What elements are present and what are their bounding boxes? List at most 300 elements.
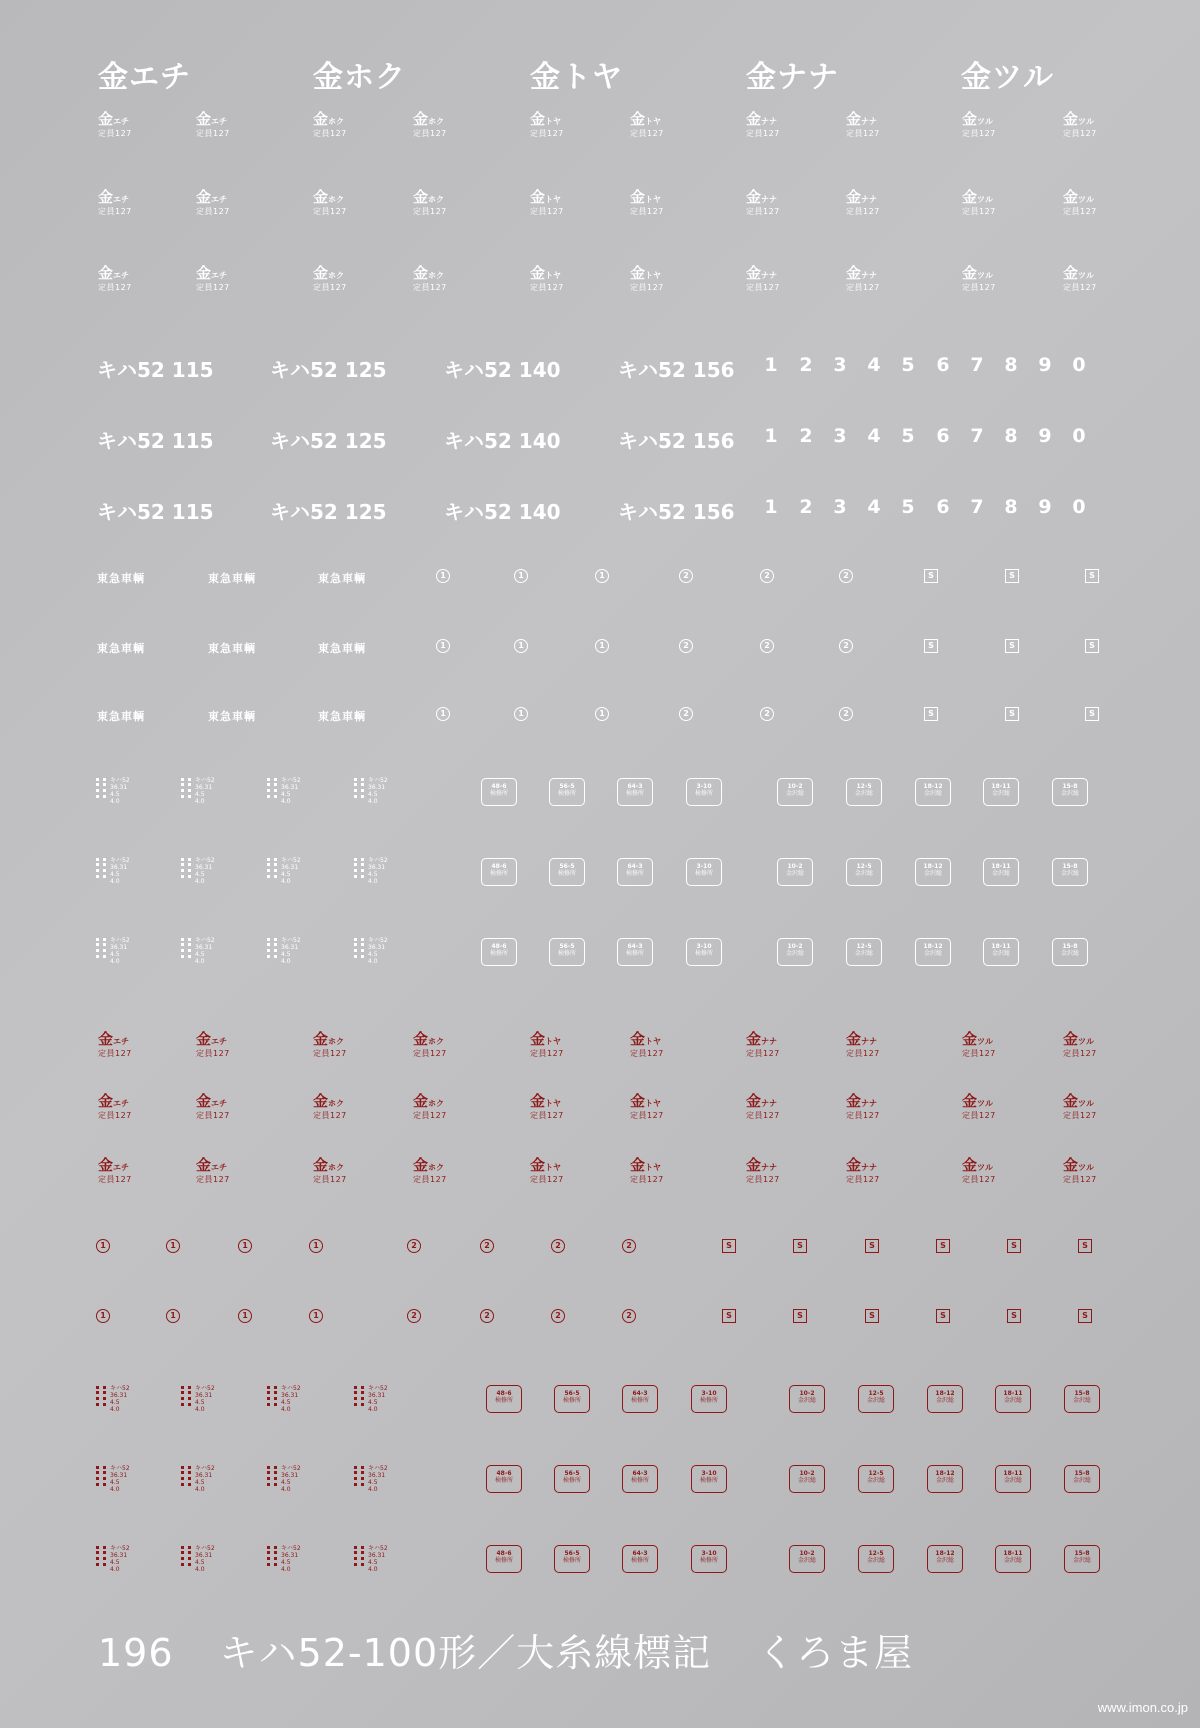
stamp-depot-suffix: ナナ [761,195,778,204]
circle-mark [622,1239,636,1253]
spec-line: キハ52 [281,937,301,944]
stamp-depot-name [962,266,996,281]
stamp-depot-name [98,112,132,127]
plate-number: 3-10 [701,1550,717,1557]
plate-number: 48-6 [491,783,507,790]
depot-stamp [1063,1094,1097,1120]
stamp-depot-suffix: ツル [977,1037,994,1046]
number-digit: 6 [936,425,950,447]
stamp-depot-suffix: エチ [113,1099,130,1108]
inspection-plate [1064,1545,1100,1573]
stamp-depot-name [196,1032,230,1047]
spec-line: キハ52 [195,1465,215,1472]
stamp-depot-suffix: ナナ [761,271,778,280]
stamp-depot-prefix: 金 [313,264,329,282]
spec-line: 4.5 [368,1478,378,1486]
stamp-capacity: 定員127 [98,1175,132,1184]
stamp-capacity: 定員127 [313,1049,347,1058]
spec-block [267,1466,301,1494]
stamp-depot-name [846,1094,880,1109]
inspection-plate [777,858,813,886]
plate-number: 3-10 [701,1470,717,1477]
inspection-plate [617,778,653,806]
stamp-depot-prefix: 金 [962,1030,978,1048]
circle-mark-digit: 1 [170,1311,176,1320]
stamp-capacity: 定員127 [746,207,780,216]
stamp-capacity: 定員127 [530,207,564,216]
stamp-depot-prefix: 金 [313,1156,329,1174]
square-s-mark: S [865,1309,879,1323]
circle-mark [551,1309,565,1323]
stamp-depot-prefix: 金 [846,110,862,128]
spec-line: 4.0 [195,957,205,965]
stamp-depot-name [313,112,347,127]
spec-text [281,778,301,806]
car-number: キハ52 140 [444,358,561,382]
spec-line: 4.5 [195,950,205,958]
plate-depot: 検修所 [694,790,713,798]
spec-line: 36.31 [195,1471,213,1479]
stamp-depot-suffix: エチ [211,271,228,280]
spec-text [110,938,130,966]
depot-header: 金ホク [313,60,406,95]
inspection-plate [927,1545,963,1573]
stamp-capacity: 定員127 [1063,207,1097,216]
plate-depot: 金沢総 [1003,1477,1022,1485]
spec-text [195,778,215,806]
stamp-depot-suffix: ナナ [861,1037,878,1046]
stamp-depot-prefix: 金 [196,1156,212,1174]
spec-text [195,938,215,966]
plate-number: 15-8 [1074,1550,1090,1557]
square-s-mark: S [1007,1239,1021,1253]
stamp-capacity: 定員127 [630,129,664,138]
stamp-capacity: 定員127 [413,1111,447,1120]
stamp-depot-name [196,190,230,205]
circle-mark [238,1309,252,1323]
inspection-plate [927,1465,963,1493]
car-number: キハ52 115 [97,429,214,453]
number-digit: 3 [833,425,847,447]
stamp-capacity: 定員127 [846,1175,880,1184]
spec-line: 36.31 [110,783,128,791]
inspection-plate [554,1385,590,1413]
spec-line: 4.0 [368,1485,378,1493]
plate-number: 10-2 [799,1390,815,1397]
stamp-depot-prefix: 金 [962,264,978,282]
circle-mark [166,1309,180,1323]
depot-stamp [313,1094,347,1120]
spec-line: 4.5 [110,1558,120,1566]
plate-number: 56-5 [564,1390,580,1397]
spec-marker [181,1546,191,1566]
stamp-depot-prefix: 金 [413,264,429,282]
stamp-depot-name [962,1158,996,1173]
square-s-mark: S [1085,707,1099,721]
stamp-depot-suffix: トヤ [545,1099,562,1108]
square-s-mark: S [936,1309,950,1323]
stamp-depot-prefix: 金 [413,1092,429,1110]
plate-number: 18-11 [1003,1550,1023,1557]
spec-line: 4.5 [281,870,291,878]
circle-mark [436,639,450,653]
stamp-capacity: 定員127 [962,1111,996,1120]
depot-stamp [98,112,132,138]
stamp-depot-name [98,266,132,281]
depot-stamp [196,266,230,292]
stamp-depot-name [313,1032,347,1047]
spec-block [181,1546,215,1574]
spec-line: キハ52 [368,937,388,944]
square-s-mark: S [1078,1309,1092,1323]
inspection-plate [481,938,517,966]
stamp-depot-prefix: 金 [98,1092,114,1110]
stamp-capacity: 定員127 [630,283,664,292]
inspection-plate [481,858,517,886]
circle-mark-digit: 2 [626,1311,632,1320]
plate-number: 3-10 [701,1390,717,1397]
spec-line: 36.31 [195,1551,213,1559]
plate-depot: 金沢総 [923,870,942,878]
plate-depot: 金沢総 [866,1477,885,1485]
spec-text [281,1466,301,1494]
stamp-depot-name [846,112,880,127]
circle-mark-digit: 2 [626,1241,632,1250]
circle-mark-digit: 1 [313,1241,319,1250]
stamp-capacity: 定員127 [313,1111,347,1120]
plate-number: 3-10 [696,783,712,790]
stamp-depot-suffix: ツル [977,1099,994,1108]
inspection-plate [1064,1385,1100,1413]
stamp-depot-prefix: 金 [746,1092,762,1110]
circle-mark [480,1239,494,1253]
plate-number: 3-10 [696,943,712,950]
spec-line: キハ52 [368,857,388,864]
stamp-depot-prefix: 金 [196,110,212,128]
circle-mark [238,1239,252,1253]
depot-stamp [846,1032,880,1058]
plate-number: 12-5 [856,783,872,790]
depot-stamp [530,190,564,216]
plate-number: 18-12 [923,863,943,870]
stamp-capacity: 定員127 [630,207,664,216]
stamp-depot-name [1063,266,1097,281]
depot-stamp [630,1032,664,1058]
spec-block [354,858,388,886]
depot-stamp [962,1094,996,1120]
spec-block [267,938,301,966]
depot-stamp [196,112,230,138]
stamp-depot-name [1063,1094,1097,1109]
stamp-capacity: 定員127 [1063,1111,1097,1120]
depot-stamp [630,266,664,292]
square-s-mark: S [722,1239,736,1253]
plate-depot: 金沢総 [1072,1477,1091,1485]
stamp-depot-name [530,1158,564,1173]
spec-line: 36.31 [110,1391,128,1399]
plate-number: 12-5 [856,943,872,950]
spec-line: 36.31 [281,1471,299,1479]
inspection-plate [1064,1465,1100,1493]
stamp-depot-prefix: 金 [196,264,212,282]
plate-depot: 金沢総 [1072,1557,1091,1565]
plate-depot: 検修所 [625,790,644,798]
spec-line: 36.31 [368,1471,386,1479]
number-digit: 2 [799,496,813,518]
inspection-plate [846,938,882,966]
spec-line: 4.5 [281,790,291,798]
plate-number: 18-11 [1003,1470,1023,1477]
plate-number: 64-3 [632,1390,648,1397]
spec-line: 4.5 [110,1478,120,1486]
spec-line: キハ52 [110,1545,130,1552]
circle-mark [679,707,693,721]
circle-mark [679,639,693,653]
stamp-depot-suffix: ホク [428,271,445,280]
plate-depot: 検修所 [562,1477,581,1485]
stamp-depot-prefix: 金 [962,1092,978,1110]
spec-line: 4.0 [195,1565,205,1573]
stamp-capacity: 定員127 [746,129,780,138]
stamp-depot-name [413,1032,447,1047]
inspection-plate [995,1465,1031,1493]
spec-line: キハ52 [110,937,130,944]
plate-depot: 金沢総 [923,790,942,798]
inspection-plate [858,1545,894,1573]
depot-stamp [413,190,447,216]
circle-mark-digit: 2 [683,571,689,580]
spec-line: 4.0 [281,1485,291,1493]
spec-marker [96,938,106,958]
spec-block [96,778,130,806]
plate-depot: 金沢総 [935,1477,954,1485]
spec-line: 4.0 [195,1485,205,1493]
stamp-depot-suffix: ナナ [861,195,878,204]
stamp-capacity: 定員127 [196,129,230,138]
stamp-depot-prefix: 金 [530,1030,546,1048]
car-number: キハ52 115 [97,358,214,382]
spec-line: キハ52 [281,1385,301,1392]
number-digit: 2 [799,425,813,447]
stamp-depot-suffix: エチ [113,117,130,126]
number-digit: 3 [833,354,847,376]
car-number: キハ52 140 [444,500,561,524]
circle-mark [595,639,609,653]
spec-line: 4.0 [195,797,205,805]
stamp-capacity: 定員127 [413,207,447,216]
spec-block [181,1466,215,1494]
plate-number: 18-11 [991,863,1011,870]
plate-number: 64-3 [627,863,643,870]
stamp-capacity: 定員127 [196,1111,230,1120]
stamp-capacity: 定員127 [962,283,996,292]
spec-line: 36.31 [281,783,299,791]
depot-stamp [530,266,564,292]
stamp-capacity: 定員127 [846,1111,880,1120]
square-s-mark: S [936,1239,950,1253]
plate-number: 12-5 [868,1550,884,1557]
stamp-depot-prefix: 金 [746,188,762,206]
plate-depot: 金沢総 [991,870,1010,878]
spec-line: 4.5 [368,790,378,798]
depot-stamp [98,1094,132,1120]
stamp-depot-name [196,112,230,127]
stamp-depot-suffix: ツル [1078,195,1095,204]
spec-line: 4.0 [368,1565,378,1573]
circle-mark-digit: 1 [242,1311,248,1320]
plate-number: 15-8 [1062,783,1078,790]
plate-depot: 検修所 [494,1397,513,1405]
depot-stamp [530,1158,564,1184]
spec-line: 4.5 [368,950,378,958]
spec-marker [267,1466,277,1486]
stamp-depot-name [413,190,447,205]
depot-stamp [1063,112,1097,138]
plate-number: 56-5 [559,783,575,790]
spec-marker [267,938,277,958]
spec-line: 4.0 [368,797,378,805]
inspection-plate [858,1465,894,1493]
spec-line: 4.5 [110,790,120,798]
number-digit: 6 [936,496,950,518]
stamp-depot-name [846,190,880,205]
spec-line: 4.0 [368,957,378,965]
spec-marker [181,858,191,878]
spec-text [195,1546,215,1574]
stamp-depot-suffix: ツル [1078,1099,1095,1108]
plate-number: 64-3 [632,1470,648,1477]
plate-depot: 検修所 [557,870,576,878]
circle-mark [839,707,853,721]
stamp-depot-name [196,266,230,281]
spec-line: 36.31 [368,1551,386,1559]
spec-line: キハ52 [110,857,130,864]
stamp-depot-prefix: 金 [630,110,646,128]
stamp-depot-prefix: 金 [630,264,646,282]
plate-depot: 検修所 [694,950,713,958]
stamp-depot-prefix: 金 [962,188,978,206]
spec-line: キハ52 [368,1385,388,1392]
number-digit: 4 [867,354,881,376]
inspection-plate [481,778,517,806]
brand-name: くろま屋 [757,1631,914,1675]
spec-line: 4.0 [110,1565,120,1573]
spec-text [368,858,388,886]
stamp-depot-suffix: トヤ [645,1163,662,1172]
stamp-depot-suffix: ホク [428,195,445,204]
plate-number: 12-5 [868,1390,884,1397]
spec-marker [267,1546,277,1566]
circle-mark [760,569,774,583]
inspection-plate [486,1385,522,1413]
number-digit: 9 [1038,496,1052,518]
stamp-depot-suffix: ホク [328,1037,345,1046]
number-digit: 9 [1038,354,1052,376]
stamp-depot-prefix: 金 [98,188,114,206]
car-number: キハ52 125 [270,429,387,453]
stamp-depot-prefix: 金 [1063,264,1079,282]
depot-stamp [746,266,780,292]
stamp-depot-prefix: 金 [196,1092,212,1110]
circle-mark-digit: 2 [843,571,849,580]
stamp-depot-suffix: トヤ [545,195,562,204]
spec-line: 36.31 [281,863,299,871]
stamp-capacity: 定員127 [98,207,132,216]
stamp-capacity: 定員127 [530,129,564,138]
stamp-depot-suffix: ホク [428,1099,445,1108]
square-s-mark: S [924,569,938,583]
stamp-depot-suffix: ナナ [761,1163,778,1172]
inspection-plate [549,778,585,806]
car-number: キハ52 156 [618,500,735,524]
inspection-plate [686,778,722,806]
stamp-capacity: 定員127 [962,129,996,138]
stamp-depot-name [1063,1158,1097,1173]
circle-mark-digit: 1 [100,1311,106,1320]
circle-mark-digit: 2 [555,1241,561,1250]
spec-line: 4.5 [368,1558,378,1566]
stamp-depot-prefix: 金 [846,1156,862,1174]
stamp-depot-suffix: ツル [977,195,994,204]
spec-marker [181,778,191,798]
circle-mark [480,1309,494,1323]
spec-text [368,938,388,966]
stamp-depot-suffix: エチ [211,1099,228,1108]
stamp-depot-prefix: 金 [846,264,862,282]
stamp-depot-name [630,112,664,127]
stamp-depot-suffix: エチ [211,1037,228,1046]
spec-line: 36.31 [368,863,386,871]
plate-number: 15-8 [1074,1390,1090,1397]
spec-marker [181,1386,191,1406]
plate-number: 64-3 [627,783,643,790]
depot-stamp [746,1158,780,1184]
stamp-depot-suffix: トヤ [645,271,662,280]
stamp-depot-name [630,1094,664,1109]
inspection-plate [691,1385,727,1413]
number-digit: 8 [1004,354,1018,376]
depot-stamp [630,1158,664,1184]
stamp-depot-prefix: 金 [530,188,546,206]
maker-label: 東急車輌 [208,642,256,655]
depot-stamp [1063,190,1097,216]
stamp-capacity: 定員127 [98,129,132,138]
plate-number: 10-2 [799,1470,815,1477]
stamp-depot-suffix: トヤ [545,1163,562,1172]
number-digit: 9 [1038,425,1052,447]
spec-text [368,1386,388,1414]
spec-line: キハ52 [110,1465,130,1472]
stamp-capacity: 定員127 [530,283,564,292]
circle-mark-digit: 1 [440,641,446,650]
spec-line: キハ52 [368,1545,388,1552]
spec-block [267,1386,301,1414]
stamp-depot-name [630,266,664,281]
stamp-depot-suffix: ツル [977,1163,994,1172]
inspection-plate [789,1465,825,1493]
maker-label: 東急車輌 [208,572,256,585]
spec-line: キハ52 [195,777,215,784]
stamp-capacity: 定員127 [196,1049,230,1058]
inspection-plate [686,938,722,966]
stamp-depot-suffix: ホク [428,1037,445,1046]
inspection-plate [995,1385,1031,1413]
stamp-depot-prefix: 金 [1063,188,1079,206]
spec-line: 36.31 [281,943,299,951]
number-digit: 1 [764,425,778,447]
number-digit: 1 [764,496,778,518]
stamp-depot-suffix: トヤ [545,117,562,126]
